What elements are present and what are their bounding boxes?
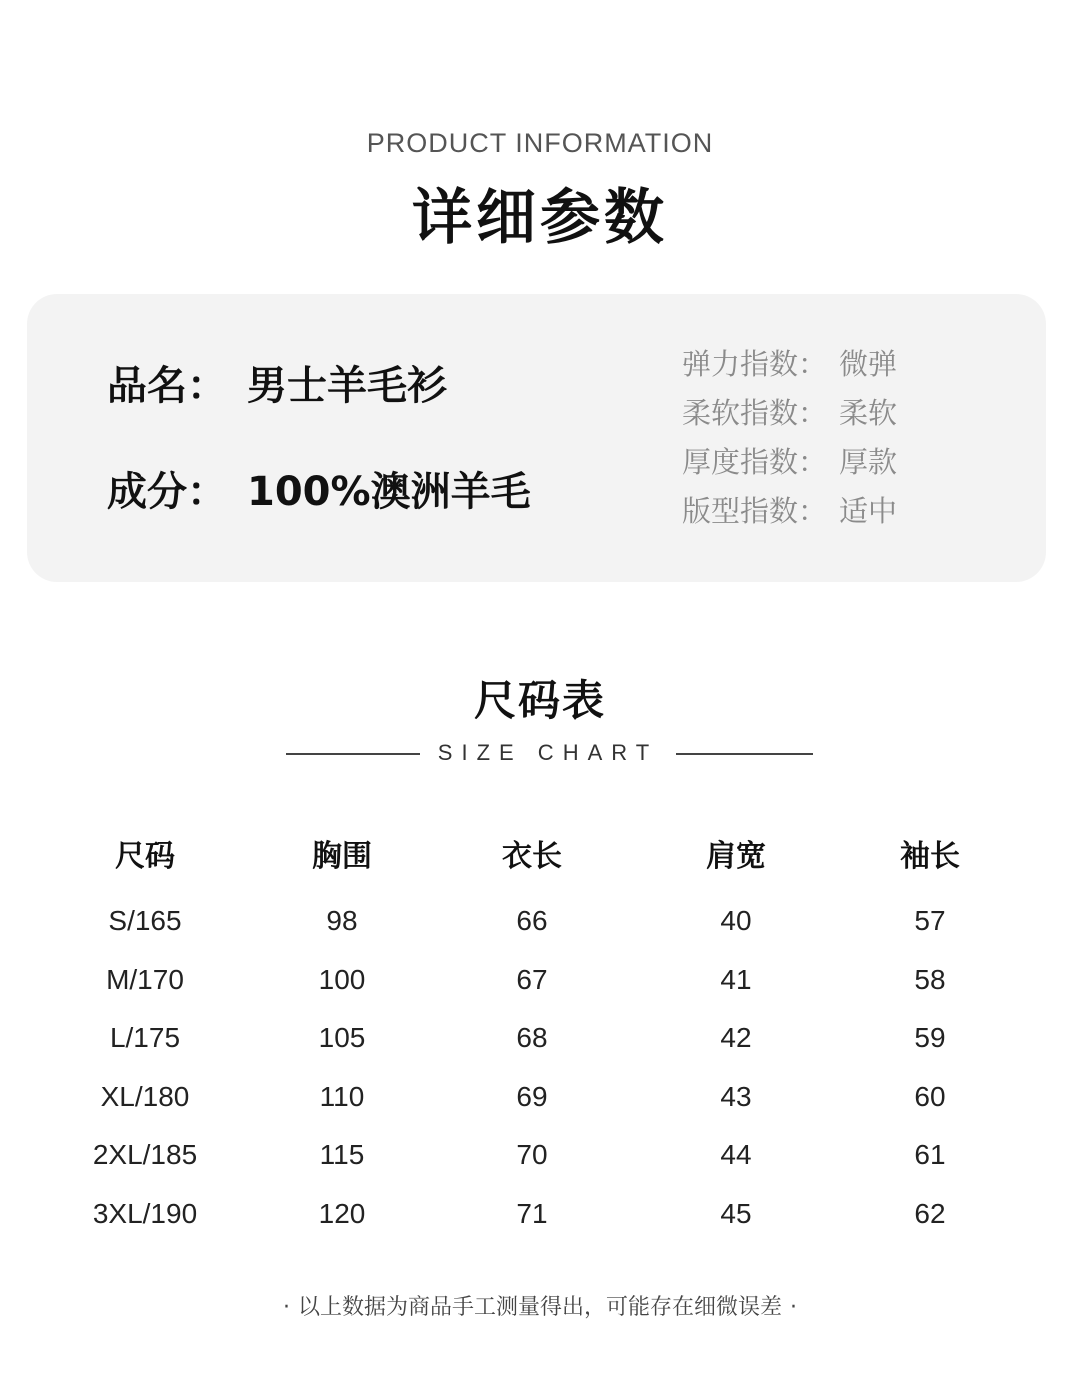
table-cell: 40	[720, 905, 752, 936]
index-row-softness	[682, 389, 1002, 438]
bullet-right: ·	[790, 1295, 797, 1320]
table-cell: 58	[914, 963, 946, 995]
product-name-line	[107, 354, 447, 411]
table-cell: 98	[326, 905, 358, 936]
table-cell: XL/180	[100, 1080, 190, 1112]
table-cell: 3XL/190	[92, 1197, 198, 1229]
column-header-shoulder: 肩宽	[706, 839, 766, 874]
table-header-row	[0, 830, 1080, 892]
table-cell: 44	[720, 1139, 752, 1170]
size-table	[0, 830, 1080, 1245]
table-cell: 41	[720, 963, 752, 995]
table-cell: 69	[516, 1080, 548, 1112]
product-name-value: 男士羊毛衫	[247, 363, 447, 409]
table-row	[0, 1128, 1080, 1187]
table-cell: S/165	[108, 905, 182, 936]
page-title: 详细参数	[412, 183, 668, 253]
divider-line-left	[286, 753, 420, 755]
size-chart-subtitle	[0, 738, 1080, 768]
column-header-length: 衣长	[502, 839, 562, 874]
table-cell: 67	[516, 963, 548, 995]
index-label: 柔软指数：	[682, 396, 828, 430]
table-cell: 62	[914, 1197, 946, 1229]
size-chart-title: 尺码表	[473, 676, 606, 725]
index-label: 厚度指数：	[682, 445, 828, 479]
bullet-left: ·	[282, 1295, 290, 1320]
index-value: 微弹	[839, 347, 898, 381]
table-cell: 57	[914, 905, 946, 936]
column-header-size: 尺码	[115, 839, 175, 874]
index-label: 版型指数：	[682, 494, 828, 528]
table-row	[0, 1070, 1080, 1129]
table-row	[0, 1187, 1080, 1246]
index-row-fit	[682, 487, 1002, 536]
table-cell: 2XL/185	[92, 1139, 198, 1170]
material-label: 成分：	[107, 469, 227, 515]
table-cell: 59	[914, 1022, 946, 1053]
table-cell: 60	[914, 1080, 946, 1112]
table-cell: 120	[318, 1197, 366, 1229]
product-info-card	[27, 294, 1046, 582]
product-name-label: 品名：	[107, 363, 227, 409]
table-cell: 66	[516, 905, 548, 936]
table-cell: 110	[319, 1080, 365, 1112]
material-line	[107, 460, 531, 517]
table-cell: 42	[720, 1022, 752, 1053]
divider-line-right	[676, 753, 813, 755]
table-cell: 45	[720, 1197, 752, 1229]
index-row-thickness	[682, 438, 1002, 487]
table-cell: 70	[516, 1139, 548, 1170]
size-chart-subtitle-text: SIZE CHART	[437, 740, 659, 765]
index-label: 弹力指数：	[682, 347, 828, 381]
section-eyebrow: PRODUCT INFORMATION	[366, 128, 714, 158]
table-row	[0, 894, 1080, 953]
index-value: 适中	[839, 494, 898, 528]
table-cell: 43	[720, 1080, 752, 1112]
table-cell: L/175	[109, 1022, 181, 1053]
material-value: 100%澳洲羊毛	[247, 469, 531, 515]
table-cell: 115	[319, 1139, 365, 1170]
index-row-elasticity	[682, 340, 1002, 389]
column-header-sleeve: 袖长	[900, 839, 960, 874]
table-cell: 71	[516, 1197, 548, 1229]
table-cell: 68	[516, 1022, 548, 1053]
column-header-chest: 胸围	[312, 839, 372, 874]
table-cell: 61	[914, 1139, 946, 1170]
table-cell: M/170	[106, 963, 184, 995]
index-value: 柔软	[839, 396, 898, 430]
index-list	[682, 340, 1002, 536]
table-row	[0, 1011, 1080, 1070]
table-row	[0, 953, 1080, 1012]
table-cell: 100	[318, 963, 366, 995]
table-cell: 105	[318, 1022, 366, 1053]
index-value: 厚款	[839, 445, 898, 479]
footnote-text: 以上数据为商品手工测量得出，可能存在细微误差	[297, 1295, 782, 1320]
measurement-footnote	[0, 1290, 1080, 1321]
